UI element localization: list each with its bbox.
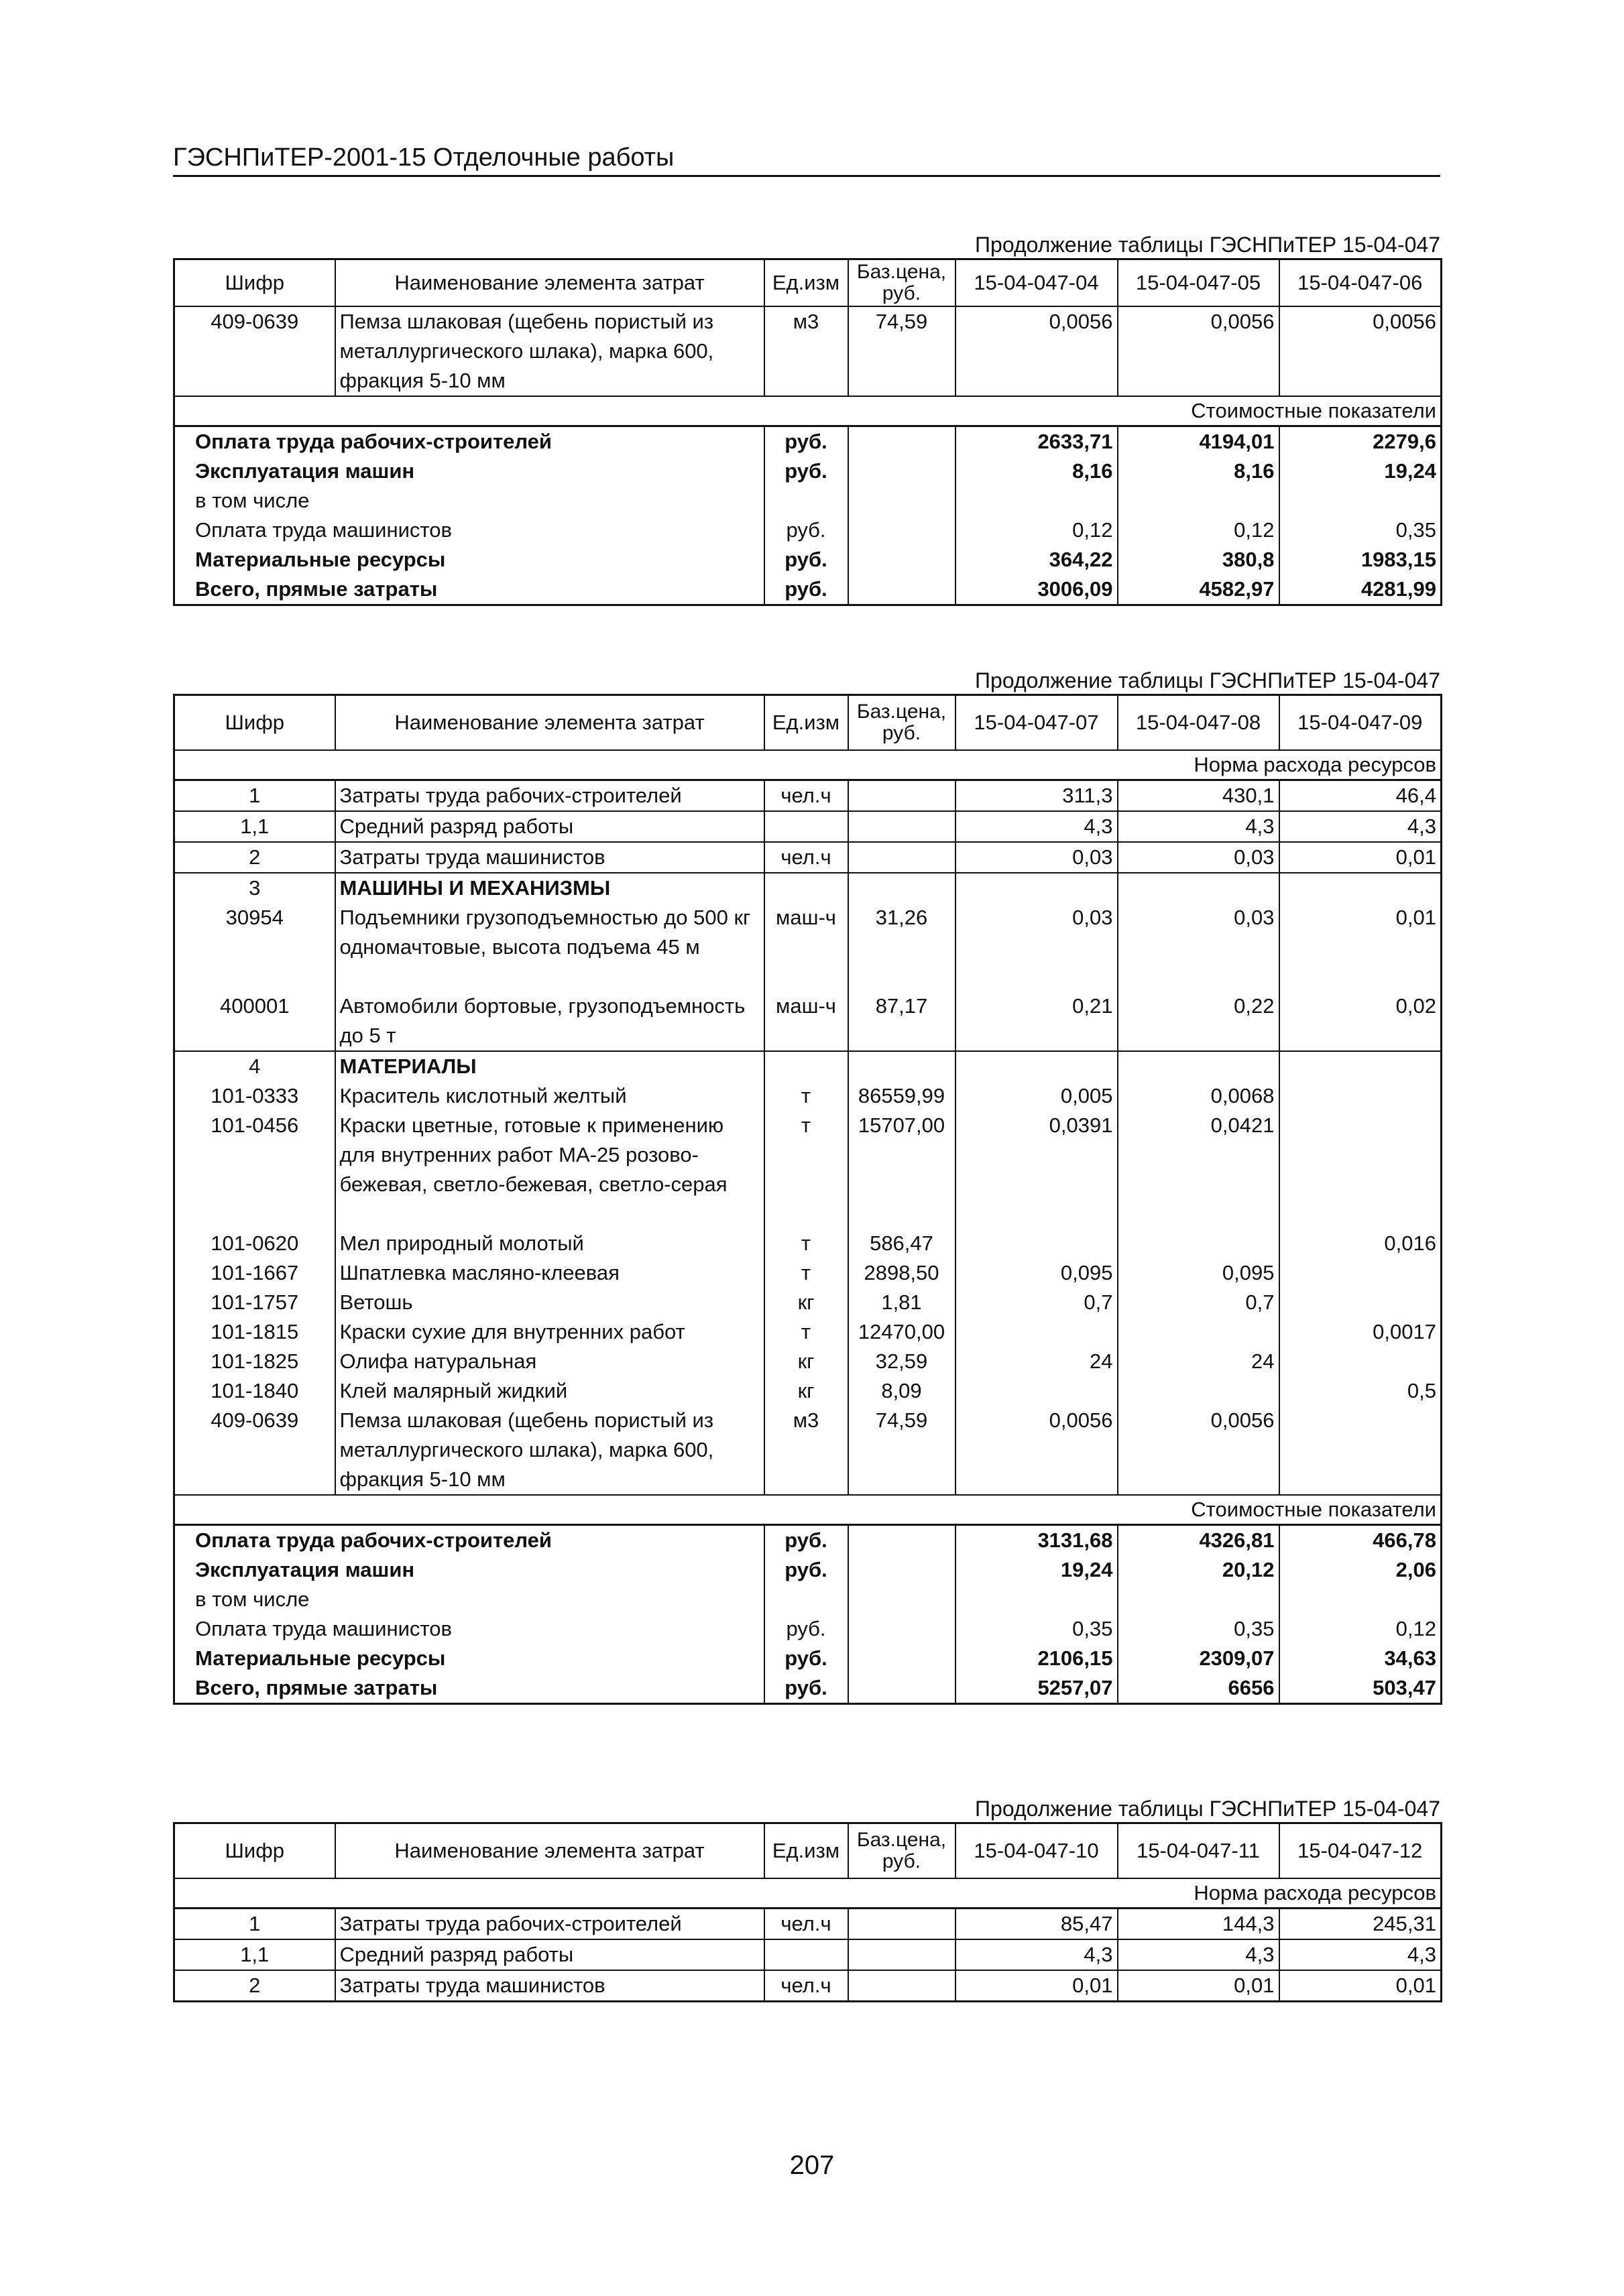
row-name: Автомобили бортовые, грузоподъемность до 5 т bbox=[335, 991, 764, 1051]
cost-value: 8,16 bbox=[955, 457, 1118, 486]
row-value: 0,0056 bbox=[1279, 306, 1442, 396]
cost-unit: руб. bbox=[764, 1614, 848, 1644]
row-value: 24 bbox=[955, 1347, 1118, 1376]
empty-cell bbox=[1118, 873, 1279, 903]
table-block-3 bbox=[173, 1795, 1440, 2002]
row-value: 0,21 bbox=[955, 991, 1118, 1051]
row-value: 144,3 bbox=[1118, 1908, 1279, 1939]
row-price bbox=[848, 1939, 955, 1970]
row-name: Затраты труда машинистов bbox=[335, 1970, 764, 2002]
row-name: Средний разряд работы bbox=[335, 811, 764, 842]
row-code: 101-1825 bbox=[211, 1349, 299, 1373]
cost-value: 8,16 bbox=[1118, 457, 1279, 486]
row-code: 1,1 bbox=[240, 814, 270, 838]
table-row bbox=[174, 1347, 1442, 1376]
row-value: 0,22 bbox=[1118, 991, 1279, 1051]
empty-cell bbox=[1118, 1051, 1279, 1081]
cost-row bbox=[174, 1524, 1442, 1555]
row-value bbox=[955, 1317, 1118, 1347]
col-variant-header: 15-04-047-04 bbox=[955, 259, 1118, 306]
row-code: 101-1757 bbox=[211, 1290, 299, 1314]
table-row bbox=[174, 1939, 1442, 1970]
row-unit: кг bbox=[764, 1347, 848, 1376]
table-row bbox=[174, 1406, 1442, 1495]
section-code: 4 bbox=[249, 1054, 261, 1078]
row-unit: м3 bbox=[764, 1406, 848, 1495]
row-price bbox=[848, 780, 955, 811]
table-row bbox=[174, 1111, 1442, 1229]
col-unit-header: Ед.изм bbox=[764, 259, 848, 306]
empty-cell bbox=[848, 1051, 955, 1081]
table-header-row bbox=[174, 1823, 1442, 1878]
empty-cell bbox=[848, 516, 955, 545]
cost-label: Эксплуатация машин bbox=[195, 459, 415, 483]
row-code: 101-1815 bbox=[211, 1319, 299, 1343]
cost-value bbox=[955, 1585, 1118, 1614]
cost-value: 364,22 bbox=[955, 545, 1118, 575]
norm-section-label: Норма расхода ресурсов bbox=[174, 1878, 1442, 1909]
empty-cell bbox=[848, 1555, 955, 1585]
col-variant-header: 15-04-047-05 bbox=[1118, 259, 1279, 306]
table-header-row bbox=[174, 259, 1442, 306]
row-price bbox=[848, 842, 955, 873]
page-number: 207 bbox=[789, 2151, 835, 2180]
col-code-header: Шифр bbox=[225, 710, 284, 734]
section-title: МАТЕРИАЛЫ bbox=[335, 1051, 764, 1081]
cost-unit: руб. bbox=[764, 457, 848, 486]
row-value: 0,0421 bbox=[1118, 1111, 1279, 1229]
col-price-header: Баз.цена, руб. bbox=[848, 259, 955, 306]
empty-cell bbox=[764, 873, 848, 903]
row-name: Пемза шлаковая (щебень пористый из металлургического шлака), марка 600, фракция 5-10 мм bbox=[335, 1406, 764, 1495]
cost-value: 0,35 bbox=[1118, 1614, 1279, 1644]
cost-label: Всего, прямые затраты bbox=[195, 577, 438, 601]
row-price: 32,59 bbox=[848, 1347, 955, 1376]
row-value bbox=[955, 1376, 1118, 1406]
empty-cell bbox=[764, 1051, 848, 1081]
col-code-header: Шифр bbox=[225, 270, 284, 294]
row-value: 0,0056 bbox=[1118, 306, 1279, 396]
cost-label: Всего, прямые затраты bbox=[195, 1675, 438, 1699]
col-code-header: Шифр bbox=[225, 1838, 284, 1862]
section-title-row bbox=[174, 873, 1442, 903]
empty-cell bbox=[955, 873, 1118, 903]
row-value bbox=[1279, 1406, 1442, 1495]
row-value: 24 bbox=[1118, 1347, 1279, 1376]
cost-row bbox=[174, 1585, 1442, 1614]
table-row bbox=[174, 1317, 1442, 1347]
row-value: 0,016 bbox=[1279, 1229, 1442, 1258]
cost-unit: руб. bbox=[764, 545, 848, 575]
cost-row bbox=[174, 1555, 1442, 1585]
cost-value: 19,24 bbox=[1279, 457, 1442, 486]
empty-cell bbox=[848, 457, 955, 486]
row-price bbox=[848, 1970, 955, 2002]
row-value: 0,03 bbox=[955, 842, 1118, 873]
row-name: Клей малярный жидкий bbox=[335, 1376, 764, 1406]
table-row bbox=[174, 306, 1442, 396]
cost-value: 0,35 bbox=[955, 1614, 1118, 1644]
row-value: 0,03 bbox=[1118, 842, 1279, 873]
row-name: Затраты труда рабочих-строителей bbox=[335, 1908, 764, 1939]
cost-value: 20,12 bbox=[1118, 1555, 1279, 1585]
col-price-header: Баз.цена, руб. bbox=[848, 1823, 955, 1878]
table-row bbox=[174, 1081, 1442, 1111]
cost-value: 34,63 bbox=[1279, 1644, 1442, 1673]
row-code: 1,1 bbox=[240, 1942, 270, 1966]
col-variant-header: 15-04-047-08 bbox=[1118, 695, 1279, 750]
empty-cell bbox=[1279, 1051, 1442, 1081]
cost-label: в том числе bbox=[195, 488, 310, 512]
table-row bbox=[174, 811, 1442, 842]
row-value: 430,1 bbox=[1118, 780, 1279, 811]
row-value: 4,3 bbox=[955, 811, 1118, 842]
cost-value: 0,12 bbox=[955, 516, 1118, 545]
row-price: 31,26 bbox=[848, 903, 955, 991]
cost-value: 3131,68 bbox=[955, 1524, 1118, 1555]
cost-value bbox=[1279, 486, 1442, 516]
col-unit-header: Ед.изм bbox=[764, 695, 848, 750]
empty-cell bbox=[848, 1644, 955, 1673]
resource-table-2 bbox=[173, 694, 1442, 1705]
cost-unit bbox=[764, 486, 848, 516]
row-value bbox=[1279, 1111, 1442, 1229]
col-variant-header: 15-04-047-07 bbox=[955, 695, 1118, 750]
row-price: 74,59 bbox=[848, 306, 955, 396]
row-value: 4,3 bbox=[1118, 1939, 1279, 1970]
row-value: 0,5 bbox=[1279, 1376, 1442, 1406]
cost-value: 4326,81 bbox=[1118, 1524, 1279, 1555]
col-price-header: Баз.цена, руб. bbox=[848, 695, 955, 750]
section-label-row bbox=[174, 750, 1442, 780]
cost-value: 0,12 bbox=[1118, 516, 1279, 545]
row-unit: кг bbox=[764, 1288, 848, 1317]
cost-value: 2279,6 bbox=[1279, 426, 1442, 457]
col-variant-header: 15-04-047-10 bbox=[955, 1823, 1118, 1878]
row-name: Подъемники грузоподъемностью до 500 кг одномачтовые, высота подъема 45 м bbox=[335, 903, 764, 991]
resource-table-1 bbox=[173, 258, 1442, 606]
row-name: Шпатлевка масляно-клеевая bbox=[335, 1258, 764, 1288]
cost-value: 0,35 bbox=[1279, 516, 1442, 545]
row-unit: чел.ч bbox=[764, 780, 848, 811]
row-value: 0,005 bbox=[955, 1081, 1118, 1111]
cost-section-label: Стоимостные показатели bbox=[174, 396, 1442, 426]
row-value: 0,0056 bbox=[955, 306, 1118, 396]
table-row bbox=[174, 1229, 1442, 1258]
cost-label: Эксплуатация машин bbox=[195, 1557, 415, 1581]
page-header: ГЭСНПиТЕР-2001-15 Отделочные работы bbox=[173, 143, 1440, 177]
row-value: 0,01 bbox=[1118, 1970, 1279, 2002]
row-value: 0,01 bbox=[1279, 842, 1442, 873]
row-value: 0,01 bbox=[955, 1970, 1118, 2002]
col-name-header: Наименование элемента затрат bbox=[335, 259, 764, 306]
table-row bbox=[174, 1908, 1442, 1939]
cost-label: Материальные ресурсы bbox=[195, 547, 446, 571]
row-value: 0,0017 bbox=[1279, 1317, 1442, 1347]
cost-value: 6656 bbox=[1118, 1673, 1279, 1704]
row-price: 86559,99 bbox=[848, 1081, 955, 1111]
row-unit: м3 bbox=[764, 306, 848, 396]
row-code: 1 bbox=[249, 783, 261, 807]
cost-value bbox=[1279, 1585, 1442, 1614]
row-code: 101-0620 bbox=[211, 1231, 299, 1255]
row-value: 0,0391 bbox=[955, 1111, 1118, 1229]
cost-unit: руб. bbox=[764, 1673, 848, 1704]
row-unit: т bbox=[764, 1111, 848, 1229]
cost-value: 380,8 bbox=[1118, 545, 1279, 575]
cost-unit: руб. bbox=[764, 1555, 848, 1585]
row-value: 0,01 bbox=[1279, 1970, 1442, 2002]
row-code: 1 bbox=[249, 1911, 261, 1935]
cost-unit: руб. bbox=[764, 426, 848, 457]
row-code: 101-1840 bbox=[211, 1378, 299, 1402]
row-value: 0,095 bbox=[955, 1258, 1118, 1288]
cost-value: 4194,01 bbox=[1118, 426, 1279, 457]
row-name: Пемза шлаковая (щебень пористый из металлургического шлака), марка 600, фракция 5-10 мм bbox=[335, 306, 764, 396]
row-value: 0,0068 bbox=[1118, 1081, 1279, 1111]
cost-label: в том числе bbox=[195, 1587, 310, 1611]
cost-value: 5257,07 bbox=[955, 1673, 1118, 1704]
cost-label: Оплата труда машинистов bbox=[195, 518, 452, 542]
section-title-row bbox=[174, 1051, 1442, 1081]
cost-row bbox=[174, 486, 1442, 516]
row-value: 0,03 bbox=[955, 903, 1118, 991]
row-price: 15707,00 bbox=[848, 1111, 955, 1229]
row-unit bbox=[764, 811, 848, 842]
row-code: 409-0639 bbox=[211, 1408, 299, 1432]
table-row bbox=[174, 991, 1442, 1051]
cost-row bbox=[174, 1614, 1442, 1644]
row-code: 101-1667 bbox=[211, 1260, 299, 1284]
row-unit: т bbox=[764, 1317, 848, 1347]
row-unit: чел.ч bbox=[764, 1908, 848, 1939]
cost-unit bbox=[764, 1585, 848, 1614]
row-price: 8,09 bbox=[848, 1376, 955, 1406]
row-name: Затраты труда рабочих-строителей bbox=[335, 780, 764, 811]
col-variant-header: 15-04-047-12 bbox=[1279, 1823, 1442, 1878]
empty-cell bbox=[848, 486, 955, 516]
row-unit: чел.ч bbox=[764, 842, 848, 873]
cost-value bbox=[1118, 486, 1279, 516]
cost-unit: руб. bbox=[764, 575, 848, 605]
cost-row bbox=[174, 426, 1442, 457]
row-code: 2 bbox=[249, 845, 261, 869]
row-value: 0,7 bbox=[1118, 1288, 1279, 1317]
cost-row bbox=[174, 1673, 1442, 1704]
cost-label: Оплата труда рабочих-строителей bbox=[195, 1528, 552, 1552]
row-value: 4,3 bbox=[955, 1939, 1118, 1970]
col-unit-header: Ед.изм bbox=[764, 1823, 848, 1878]
cost-value: 4281,99 bbox=[1279, 575, 1442, 605]
row-name: Мел природный молотый bbox=[335, 1229, 764, 1258]
row-code: 30954 bbox=[225, 905, 284, 929]
table-row bbox=[174, 780, 1442, 811]
empty-cell bbox=[955, 1051, 1118, 1081]
row-code: 2 bbox=[249, 1973, 261, 1997]
cost-value: 1983,15 bbox=[1279, 545, 1442, 575]
empty-cell bbox=[848, 575, 955, 605]
row-value bbox=[1279, 1081, 1442, 1111]
resource-table-3 bbox=[173, 1822, 1442, 2002]
table-block-1 bbox=[173, 231, 1440, 606]
row-price: 74,59 bbox=[848, 1406, 955, 1495]
row-value: 0,0056 bbox=[955, 1406, 1118, 1495]
row-value: 4,3 bbox=[1279, 811, 1442, 842]
row-price: 87,17 bbox=[848, 991, 955, 1051]
row-price bbox=[848, 1908, 955, 1939]
empty-cell bbox=[1279, 873, 1442, 903]
row-unit: маш-ч bbox=[764, 903, 848, 991]
table-caption: Продолжение таблицы ГЭСНПиТЕР 15-04-047 bbox=[975, 1797, 1440, 1821]
section-title: МАШИНЫ И МЕХАНИЗМЫ bbox=[335, 873, 764, 903]
section-label-row bbox=[174, 1495, 1442, 1525]
cost-value: 2309,07 bbox=[1118, 1644, 1279, 1673]
row-name: Средний разряд работы bbox=[335, 1939, 764, 1970]
norm-section-label: Норма расхода ресурсов bbox=[174, 750, 1442, 780]
cost-value: 503,47 bbox=[1279, 1673, 1442, 1704]
row-price: 2898,50 bbox=[848, 1258, 955, 1288]
row-code: 409-0639 bbox=[211, 309, 299, 333]
row-unit: маш-ч bbox=[764, 991, 848, 1051]
row-unit: т bbox=[764, 1229, 848, 1258]
section-label-row bbox=[174, 396, 1442, 426]
row-value: 85,47 bbox=[955, 1908, 1118, 1939]
row-value bbox=[1118, 1376, 1279, 1406]
row-value: 245,31 bbox=[1279, 1908, 1442, 1939]
row-value: 0,095 bbox=[1118, 1258, 1279, 1288]
empty-cell bbox=[848, 426, 955, 457]
row-value: 4,3 bbox=[1279, 1939, 1442, 1970]
cost-value: 3006,09 bbox=[955, 575, 1118, 605]
cost-value bbox=[955, 486, 1118, 516]
row-unit bbox=[764, 1939, 848, 1970]
row-value bbox=[955, 1229, 1118, 1258]
row-value bbox=[1279, 1288, 1442, 1317]
row-code: 101-0333 bbox=[211, 1083, 299, 1107]
cost-label: Оплата труда рабочих-строителей bbox=[195, 429, 552, 453]
row-value: 311,3 bbox=[955, 780, 1118, 811]
empty-cell bbox=[848, 1524, 955, 1555]
row-name: Краситель кислотный желтый bbox=[335, 1081, 764, 1111]
row-value bbox=[1279, 1258, 1442, 1288]
row-value: 0,0056 bbox=[1118, 1406, 1279, 1495]
empty-cell bbox=[848, 873, 955, 903]
table-block-2 bbox=[173, 667, 1440, 1705]
row-code: 101-0456 bbox=[211, 1113, 299, 1137]
cost-label: Материальные ресурсы bbox=[195, 1646, 446, 1670]
row-name: Краски сухие для внутренних работ bbox=[335, 1317, 764, 1347]
row-value bbox=[1118, 1317, 1279, 1347]
row-price: 1,81 bbox=[848, 1288, 955, 1317]
row-value bbox=[1279, 1347, 1442, 1376]
row-value: 46,4 bbox=[1279, 780, 1442, 811]
table-row bbox=[174, 1376, 1442, 1406]
cost-value: 0,12 bbox=[1279, 1614, 1442, 1644]
row-name: Краски цветные, готовые к применению для внутренних работ МА-25 розово-бежевая, светло-бежевая, светло-серая bbox=[335, 1111, 764, 1229]
col-name-header: Наименование элемента затрат bbox=[335, 695, 764, 750]
cost-row bbox=[174, 1644, 1442, 1673]
col-name-header: Наименование элемента затрат bbox=[335, 1823, 764, 1878]
cost-section-label: Стоимостные показатели bbox=[174, 1495, 1442, 1525]
row-value: 0,02 bbox=[1279, 991, 1442, 1051]
row-value: 0,03 bbox=[1118, 903, 1279, 991]
row-value bbox=[1118, 1229, 1279, 1258]
table-row bbox=[174, 1288, 1442, 1317]
table-caption: Продолжение таблицы ГЭСНПиТЕР 15-04-047 bbox=[975, 233, 1440, 257]
cost-row bbox=[174, 457, 1442, 486]
row-price: 12470,00 bbox=[848, 1317, 955, 1347]
cost-value: 19,24 bbox=[955, 1555, 1118, 1585]
col-variant-header: 15-04-047-06 bbox=[1279, 259, 1442, 306]
col-variant-header: 15-04-047-11 bbox=[1118, 1823, 1279, 1878]
cost-unit: руб. bbox=[764, 1644, 848, 1673]
table-caption: Продолжение таблицы ГЭСНПиТЕР 15-04-047 bbox=[975, 668, 1440, 692]
cost-value: 2106,15 bbox=[955, 1644, 1118, 1673]
cost-value: 466,78 bbox=[1279, 1524, 1442, 1555]
cost-label: Оплата труда машинистов bbox=[195, 1616, 452, 1640]
row-name: Ветошь bbox=[335, 1288, 764, 1317]
row-unit: кг bbox=[764, 1376, 848, 1406]
empty-cell bbox=[848, 1614, 955, 1644]
row-value: 0,7 bbox=[955, 1288, 1118, 1317]
table-row bbox=[174, 903, 1442, 991]
row-value: 0,01 bbox=[1279, 903, 1442, 991]
cost-unit: руб. bbox=[764, 516, 848, 545]
cost-row bbox=[174, 516, 1442, 545]
table-row bbox=[174, 842, 1442, 873]
empty-cell bbox=[848, 1585, 955, 1614]
row-value: 4,3 bbox=[1118, 811, 1279, 842]
table-row bbox=[174, 1970, 1442, 2002]
table-header-row bbox=[174, 695, 1442, 750]
cost-value: 4582,97 bbox=[1118, 575, 1279, 605]
row-code: 400001 bbox=[220, 993, 290, 1018]
row-name: Затраты труда машинистов bbox=[335, 842, 764, 873]
section-label-row bbox=[174, 1878, 1442, 1909]
cost-unit: руб. bbox=[764, 1524, 848, 1555]
row-name: Олифа натуральная bbox=[335, 1347, 764, 1376]
table-row bbox=[174, 1258, 1442, 1288]
section-code: 3 bbox=[249, 875, 261, 900]
row-price bbox=[848, 811, 955, 842]
row-unit: т bbox=[764, 1258, 848, 1288]
cost-value: 2633,71 bbox=[955, 426, 1118, 457]
row-unit: т bbox=[764, 1081, 848, 1111]
cost-row bbox=[174, 575, 1442, 605]
cost-value: 2,06 bbox=[1279, 1555, 1442, 1585]
col-variant-header: 15-04-047-09 bbox=[1279, 695, 1442, 750]
row-unit: чел.ч bbox=[764, 1970, 848, 2002]
cost-row bbox=[174, 545, 1442, 575]
empty-cell bbox=[848, 1673, 955, 1704]
cost-value bbox=[1118, 1585, 1279, 1614]
empty-cell bbox=[848, 545, 955, 575]
row-price: 586,47 bbox=[848, 1229, 955, 1258]
